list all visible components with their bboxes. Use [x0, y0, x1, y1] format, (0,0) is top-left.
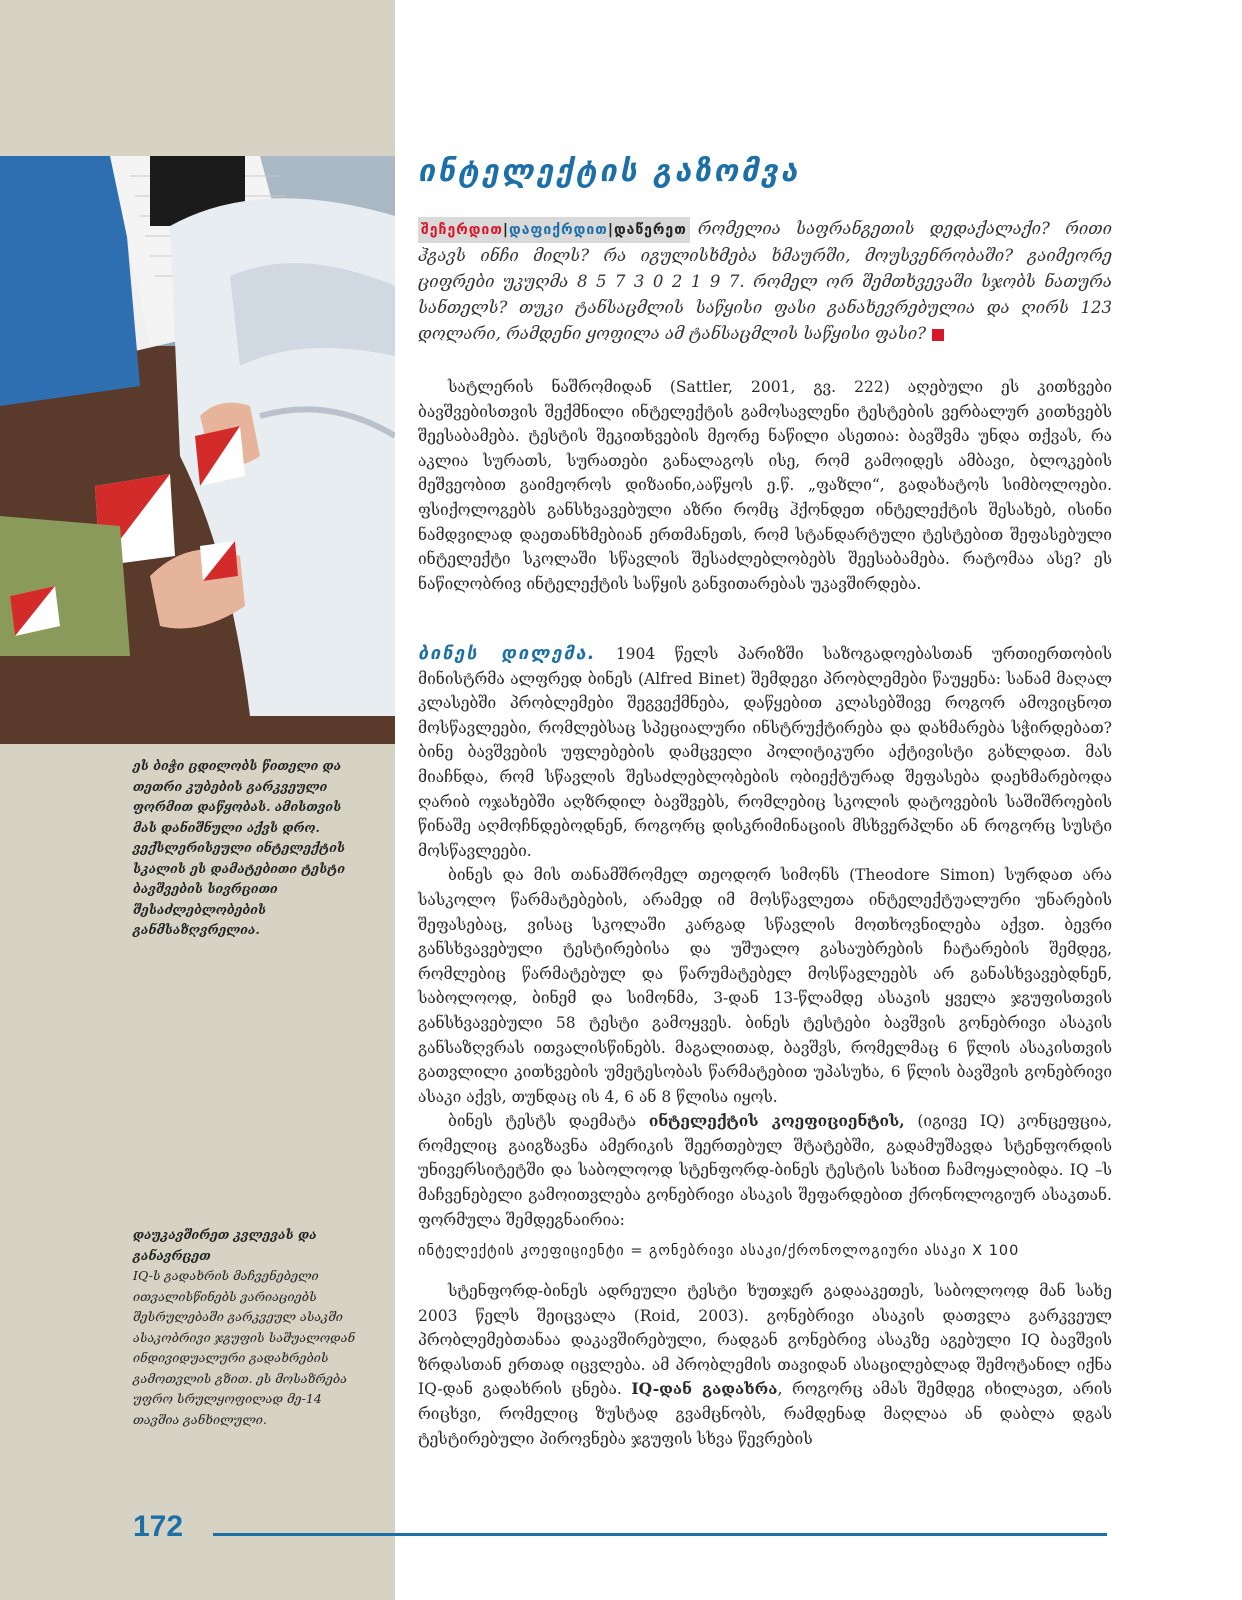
key-term: IQ-დან გადახრა — [631, 1379, 778, 1399]
paragraph-text: (იგივე IQ) კონცეფცია, რომელიც გაიგზავნა ამერიკის შეერთებულ შტატებში, გადამუშავდა სტენფორდის უნივერსიტეტში და საბოლოოდ სტენფორდ-ბინეს ტესტის სახით ჩამოყალიბდა. IQ –ს მაჩვენებელი გამოითვლება გონებრივი ასაკის შეფარდებით ქრონოლოგიურ ასაკთან. ფორმულა შემდეგნაირია: — [418, 1112, 1112, 1229]
intro-box — [418, 216, 1112, 347]
tag-separator: | — [502, 222, 510, 238]
stop-think-write-tag — [418, 217, 690, 243]
paragraph-text: ბინეს ტესტს დაემატა — [448, 1112, 649, 1131]
iq-formula: ინტელექტის კოეფიციენტი = გონებრივი ასაკი/ქრონოლოგიური ასაკი X 100 — [418, 1243, 1020, 1259]
body-block-2 — [418, 642, 1112, 1232]
paragraph — [418, 1279, 1112, 1451]
sidebar-note-title: დაუკავშირეთ კვლევას და განავრცეთ — [133, 1227, 317, 1263]
photo-boy-with-blocks — [0, 156, 395, 744]
page-number: 172 — [133, 1510, 184, 1543]
tag-remember: შეჩერდით — [421, 222, 503, 238]
paragraph — [418, 1109, 1112, 1232]
paragraph — [418, 642, 1112, 863]
section-heading: ბინეს დილემა. — [418, 643, 597, 664]
paragraph-text: , როგორც ამას შემდეგ იხილავთ, არის რიცხვი, რომელიც ზუსტად გვამცნობს, რამდენად მაღლაა ან დაბლა დგას ტესტირებული პიროვნება ჯგუფის სხვა წევრების — [418, 1380, 1112, 1448]
footer-rule — [213, 1533, 1107, 1536]
page-title: ინტელექტის გაზომვა — [418, 154, 801, 189]
intro-questions: რომელია საფრანგეთის დედაქალაქი? რითი ჰგავს ინჩი მილს? რა იგულისხმება ხმაურში, მოუსვენრობაში? გაიმეორე ციფრები უკუღმა 8 5 7 3 0 2 1 9 7. რომელ ორ შემთხვევაში სჯობს ნათურა სანთელს? თუკი ტანსაცმლის საწყისი ფასი განახევრებულია და ღირს 123 დოლარი, რამდენი ყოფილა ამ ტანსაცმლის საწყისი ფასი? — [418, 219, 1112, 343]
body-block-3 — [418, 1279, 1112, 1451]
paragraph: ბინეს და მის თანამშრომელ თეოდორ სიმონს (Theodore Simon) სურდათ არა სასკოლო წარმატებების, არამედ იმ მოსწავლეთა ინტელექტუალური უნარების შეფასებაც, ვისაც სკოლაში კარგად სწავლის მოთხოვნილება აქვთ. ბევრი განსხვავებული ტესტირებისა და უშუალო გასაუბრების ჩატარების შემდეგ, რომლებიც წარმატებულ და წარუმატებელ მოსწავლეებს არ განასხვავებდნენ, საბოლოოდ, ბინემ და სიმონმა, 3-დან 13-წლამდე ასაკის ყველა ჯგუფისთვის განსხვავებული 58 ტესტი გამოყვეს. ბინეს ტესტები ბავშვის გონებრივი ასაკის განსაზღვრას ითვალისწინებს. მაგალითად, ბავშვს, რომელმაც 6 წლის ასაკისთვის გათვლილი კითხვების უმეტესობას წარმატებით უპასუხა, 6 წლის ბავშვის გონებრივი ასაკი აქვს, თუნდაც ის 4, 6 ან 8 წლისა იყოს. — [418, 866, 1112, 1106]
end-square-icon — [932, 329, 944, 341]
key-term: ინტელექტის კოეფიციენტის, — [648, 1111, 905, 1131]
paragraph-text: სტენფორდ-ბინეს ადრეული ტესტი ხუთჯერ გადააკეთეს, საბოლოოდ მან სახე 2003 წელს შეიცვალა (Roid, 2003). გონებრივი ასაკის დათვლა გარკვეულ პრობლემებთანაა დაკავშირებული, რადგან გონებრივ ასაკზე აგებული IQ ბავშვის ზრდასთან ერთად იცვლება. ამ პრობლემის თავიდან ასაცილებლად შემოტანილ იქნა IQ-დან გადახრის ცნება. — [418, 1282, 1112, 1399]
paragraph-text: 1904 წელს პარიზში საზოგადოებასთან ურთიერთობის მინისტრმა ალფრედ ბინეს (Alfred Binet) შემდეგი პრობლემები წაუყენა: სანამ მაღალ კლასებში პრობლემები შეგვექმნება, დაწყებით კლასებშივე როგორ ამოვიცნოთ მოსწავლეები, რომლებსაც სპეციალური ინსტრუქტირება და დახმარება სჭირდებათ? ბინე ბავშვების უფლებების დამცველი პოლიტიკური აქტივისტი გახლდათ. მას მიაჩნდა, რომ სწავლის შესაძლებლობების ობიექტურად შეფასება დაეხმარებოდა ღარიბ ოჯახებში აღზრდილ ბავშვებს, რომლებიც სკოლის დატოვების საშიშროების წინაშე აღმოჩნდებოდნენ, როგორც დისკრიმინაციის მსხვერპლნი ან როგორც სუსტი მოსწავლეები. — [418, 645, 1112, 860]
sidebar-note-body: IQ-ს გადახრის მაჩვენებელი ითვალისწინებს ვარიაციებს შესრულებაში გარკვეულ ასაკში ასაკობრივი ჯგუფის საშუალოდან ინდივიდუალური გადახრების გამოთვლის გზით. ეს მოსაზრება უფრო სრულყოფილად მე-14 თავშია განხილული. — [133, 1268, 356, 1427]
photo-caption: ეს ბიჭი ცდილობს წითელი და თეთრი კუბების გარკვეული ფორმით დაწყობას. ამისთვის მას დანიშნული აქვს დრო. ვექსლერისეული ინტელექტის სკალის ეს დამატებითი ტესტი ბავშვების სივრცითი შესაძლებლობების განმსაზღვრელია. — [133, 758, 346, 937]
tag-separator: | — [607, 222, 614, 238]
sidebar-note — [133, 1225, 363, 1430]
tag-write: დაწერეთ — [613, 222, 687, 238]
tag-think: დაფიქრდით — [509, 222, 608, 238]
paragraph: სატლერის ნაშრომიდან (Sattler, 2001, გვ. 222) აღებული ეს კითხვები ბავშვებისთვის შექმნილი ინტელექტის გამოსავლენი ტესტების ვერბალურ კითხვებს შეესაბამება. ტესტის შეკითხვების მეორე ნაწილი ასეთია: ბავშვმა უნდა თქვას, რა აკლია სურათს, სურათები განალაგოს ისე, რომ გამოიდეს ამბავი, ბლოკების მეშვეობით გაიმეოროს დიზაინი,ააწყოს ე.წ. „ფაზლი“, გადახატოს სიმბოლოები. ფსიქოლოგებს განსხვავებული აზრი რომც ჰქონდეთ ინტელექტის შესახებ, ისინი ნამდვილად დაეთანხმებიან ერთმანეთს, რომ სტანდარტული ტესტებით შეფასებული ინტელექტი სკოლაში სწავლის შესაძლებლობებს შეესაბამება. რატომაა ასე? ეს ნაწილობრივ ინტელექტის საწყის განვითარებას უკავშირდება. — [418, 378, 1112, 593]
body-block-1 — [418, 375, 1112, 596]
